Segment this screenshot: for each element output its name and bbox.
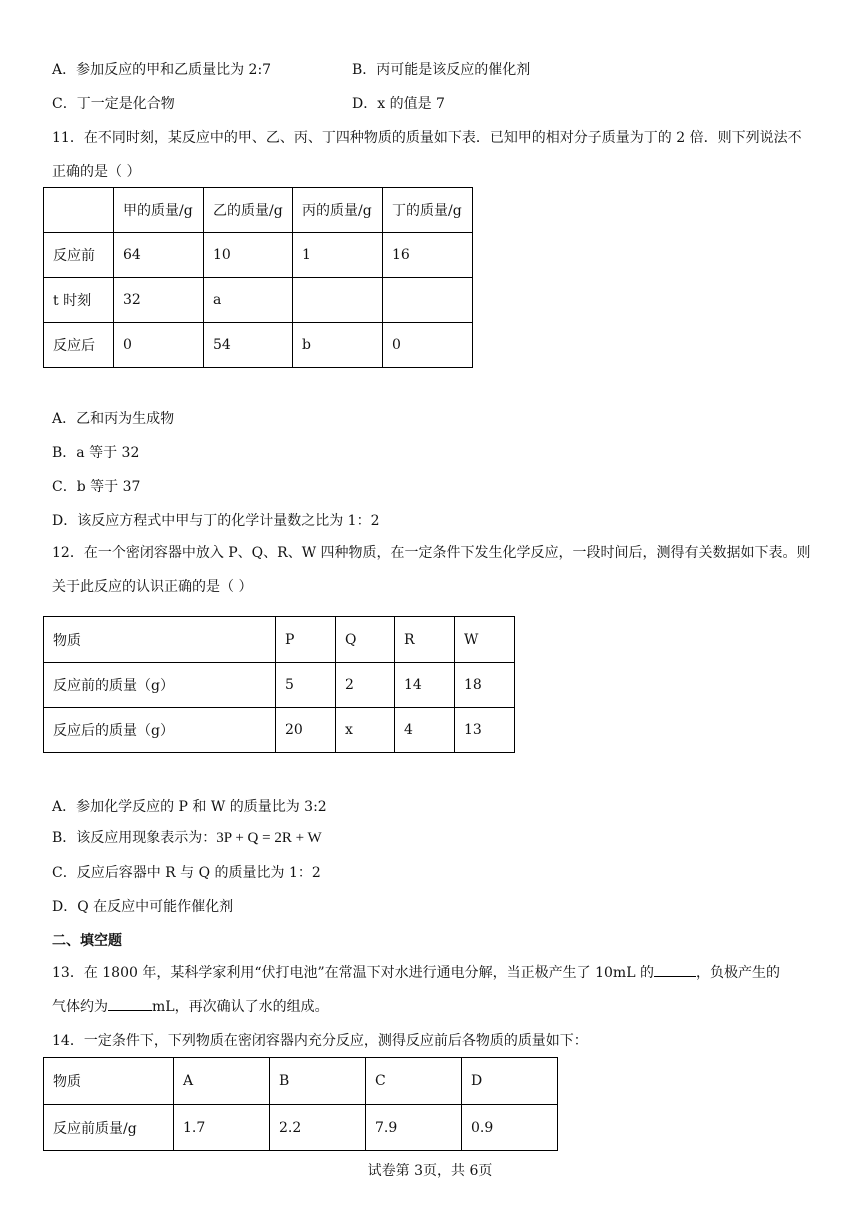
q11-cell-0-4: 16	[383, 233, 473, 278]
q11-option-b: B．a 等于 32	[52, 445, 140, 461]
q11-cell-0-1: 64	[114, 233, 204, 278]
q14-cell-0-4: 0.9	[462, 1105, 558, 1151]
q11-option-d: D．该反应方程式中甲与丁的化学计量数之比为 1：2	[52, 513, 380, 529]
q11-cell-0-3: 1	[293, 233, 383, 278]
q11-cell-1-1: 32	[114, 278, 204, 323]
q12-header-3: R	[395, 617, 455, 663]
section-title: 二、填空题	[52, 933, 122, 949]
q11-header-1: 甲的质量/g	[114, 188, 204, 233]
q10-option-c: C．丁一定是化合物	[52, 96, 175, 112]
q12-cell-0-2: 2	[336, 663, 395, 708]
q11-header-0	[44, 188, 114, 233]
q12-header-0: 物质	[44, 617, 276, 663]
q12-cell-1-3: 4	[395, 708, 455, 753]
q11-cell-2-3: b	[293, 323, 383, 368]
q14-header-2: B	[270, 1058, 366, 1105]
q14-cell-0-1: 1.7	[174, 1105, 270, 1151]
q12-option-b	[52, 828, 322, 848]
q13-line-2	[52, 997, 329, 1017]
q10-option-d: D．x 的值是 7	[352, 96, 445, 112]
q11-cell-2-1: 0	[114, 323, 204, 368]
q12-header-4: W	[455, 617, 515, 663]
q12-option-d: D．Q 在反应中可能作催化剂	[52, 899, 234, 915]
q11-table	[43, 187, 473, 368]
q12-equation: 3P + Q = 2R + W	[216, 830, 322, 846]
q11-cell-1-4	[383, 278, 473, 323]
q11-option-c: C．b 等于 37	[52, 479, 141, 495]
q13-blank-2[interactable]	[108, 1010, 152, 1011]
q14-header-1: A	[174, 1058, 270, 1105]
q10-option-a: A．参加反应的甲和乙质量比为 2:7	[52, 62, 272, 78]
q12-cell-1-0: 反应后的质量（g）	[44, 708, 276, 753]
q11-cell-1-3	[293, 278, 383, 323]
q12-cell-1-2: x	[336, 708, 395, 753]
q12-table	[43, 616, 515, 753]
q12-cell-0-0: 反应前的质量（g）	[44, 663, 276, 708]
q12-stem: 12．在一个密闭容器中放入 P、Q、R、W 四种物质，在一定条件下发生化学反应，一段时间后，测得有关数据如下表。则关于此反应的认识正确的是（ ）	[52, 545, 811, 595]
q14-table	[43, 1057, 558, 1151]
q14-header-3: C	[366, 1058, 462, 1105]
q11-header-2: 乙的质量/g	[204, 188, 293, 233]
q11-header-4: 丁的质量/g	[383, 188, 473, 233]
q12-cell-0-3: 14	[395, 663, 455, 708]
q11-cell-0-0: 反应前	[44, 233, 114, 278]
q14-header-0: 物质	[44, 1058, 174, 1105]
q13-blank-1[interactable]	[654, 976, 696, 977]
q10-option-b: B．丙可能是该反应的催化剂	[352, 62, 531, 78]
q12-cell-0-4: 18	[455, 663, 515, 708]
q11-stem: 11．在不同时刻，某反应中的甲、乙、丙、丁四种物质的质量如下表．已知甲的相对分子质量为丁的 2 倍．则下列说法不正确的是（ ）	[52, 130, 802, 180]
q12-cell-1-1: 20	[276, 708, 336, 753]
q12-header-2: Q	[336, 617, 395, 663]
q12-option-a: A．参加化学反应的 P 和 W 的质量比为 3:2	[52, 799, 327, 815]
q11-cell-0-2: 10	[204, 233, 293, 278]
q13-text-3: 气体约为	[52, 999, 108, 1015]
q11-cell-2-2: 54	[204, 323, 293, 368]
q14-stem: 14．一定条件下，下列物质在密闭容器内充分反应，测得反应前后各物质的质量如下：	[52, 1033, 588, 1049]
q14-header-4: D	[462, 1058, 558, 1105]
q14-cell-0-3: 7.9	[366, 1105, 462, 1151]
page-footer: 试卷第 3页，共 6页	[367, 1163, 493, 1179]
q12-header-1: P	[276, 617, 336, 663]
q13-text-1: 13．在 1800 年，某科学家利用“伏打电池”在常温下对水进行通电分解，当正极产生了 10mL 的	[52, 965, 654, 981]
q12-cell-1-4: 13	[455, 708, 515, 753]
q11-option-a: A．乙和丙为生成物	[52, 411, 175, 427]
q12-option-b-text: B．该反应用现象表示为：	[52, 830, 217, 846]
q12-option-c: C．反应后容器中 R 与 Q 的质量比为 1：2	[52, 865, 321, 881]
q13-text-4: mL，再次确认了水的组成。	[152, 999, 329, 1015]
q11-cell-2-4: 0	[383, 323, 473, 368]
q11-cell-1-2: a	[204, 278, 293, 323]
q14-cell-0-0: 反应前质量/g	[44, 1105, 174, 1151]
q11-header-3: 丙的质量/g	[293, 188, 383, 233]
q12-cell-0-1: 5	[276, 663, 336, 708]
q11-cell-1-0: t 时刻	[44, 278, 114, 323]
q13-line-1	[52, 963, 780, 983]
q13-text-2: ，负极产生的	[695, 965, 780, 981]
q14-cell-0-2: 2.2	[270, 1105, 366, 1151]
q11-cell-2-0: 反应后	[44, 323, 114, 368]
